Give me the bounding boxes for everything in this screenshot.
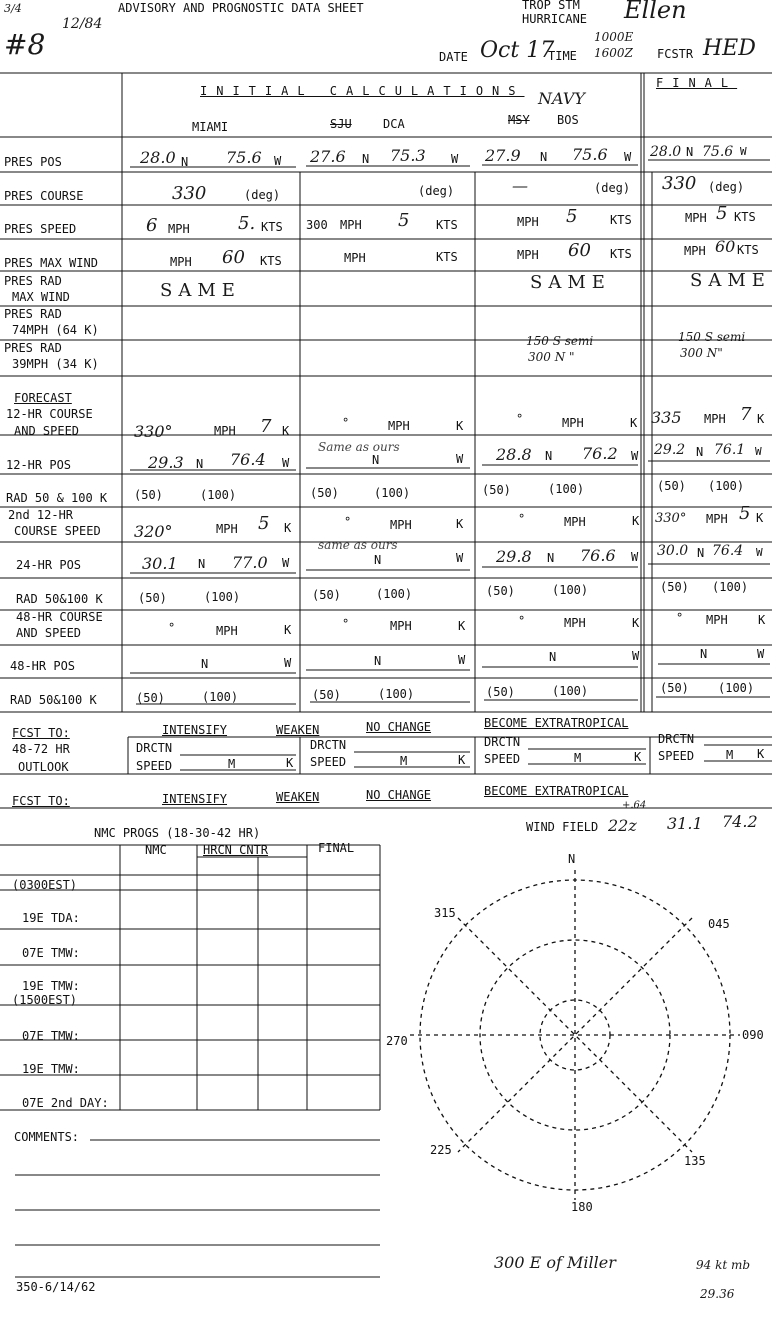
fc12-navy-mph: MPH [562, 416, 584, 430]
rad1-navy-100: (100) [548, 482, 585, 496]
extratropical-option-2[interactable]: BECOME EXTRATROPICAL [484, 784, 629, 798]
nmc-row-19e-tmw-2: 19E TMW: [22, 1062, 80, 1076]
rad-max-navy: SAME [530, 272, 611, 293]
rad2-navy-100: (100) [552, 583, 589, 597]
sju-struck: SJU [330, 117, 352, 131]
initial-calculations-heading: INITIAL CALCULATIONS [200, 84, 525, 98]
row-pres-speed: PRES SPEED [4, 222, 77, 236]
nmc-col-final: FINAL [318, 841, 355, 855]
miami-speed-kts: KTS [261, 220, 283, 234]
rad2-final-100: (100) [712, 580, 749, 594]
navy-speed-label: SPEED [484, 752, 521, 766]
pos48-navy-w: W [632, 649, 640, 663]
pos12-dca-w: W [456, 452, 464, 466]
wind-field-note-lon: 74.2 [722, 812, 758, 831]
final-wind-mph: MPH [684, 244, 706, 258]
miami-wind-mph: MPH [170, 255, 192, 269]
bearing-180: 180 [571, 1200, 593, 1214]
bearing-135: 135 [684, 1154, 706, 1168]
fc12-miami-speed: 7 [260, 416, 272, 437]
navy-course-deg: (deg) [594, 181, 631, 195]
row-pres-max-wind: PRES MAX WIND [4, 256, 98, 270]
advisory-number: #8 [4, 28, 46, 61]
final-speed-kts: KTS [734, 210, 756, 224]
rad2-dca-100: (100) [376, 587, 413, 601]
pos24-dca-n: N [374, 553, 382, 567]
weaken-option-1[interactable]: WEAKEN [276, 723, 320, 737]
fc12-final-course: 335 [651, 408, 682, 427]
rad-max-miami: SAME [160, 280, 241, 301]
dca-pos-lat: 27.6 [310, 147, 346, 166]
navy-speed-m: M [574, 751, 582, 765]
pos48-miami-w: W [284, 656, 292, 670]
final-pos-lat: 28.0 [650, 144, 682, 160]
final-course-deg: (deg) [708, 180, 745, 194]
pos12-navy-w: W [631, 449, 639, 463]
row-48hr-pos: 48-HR POS [10, 659, 76, 673]
fc12-dca-k: K [456, 419, 464, 433]
row-forecast-3: AND SPEED [14, 424, 80, 438]
row-forecast-2: 12-HR COURSE [6, 407, 93, 421]
pos12-navy-n: N [545, 449, 553, 463]
miami-speed-mph: MPH [168, 222, 190, 236]
nmc-row-19e-tda: 19E TDA: [22, 911, 80, 925]
extratropical-option-1[interactable]: BECOME EXTRATROPICAL [484, 716, 629, 730]
rad2-final-50: (50) [660, 580, 689, 594]
dca-wind-kts: KTS [436, 250, 458, 264]
miami-course: 330 [172, 183, 207, 204]
fc12-navy-deg: ° [516, 412, 524, 426]
pos24-dca-w: W [456, 551, 464, 565]
pos12-final-w: W [755, 445, 762, 458]
pos12-final-lon: 76.1 [714, 442, 746, 458]
sec-dca-deg: ° [344, 515, 352, 529]
dca-wind-mph: MPH [344, 251, 366, 265]
navy-wind-value: 60 [568, 240, 591, 261]
sec-final-speed: 5 [739, 503, 751, 524]
nmc-row-19e-tmw-1: 19E TMW: [22, 979, 80, 993]
pos24-miami-w: W [282, 556, 290, 570]
trop-stm-label: TROP STM [522, 0, 580, 12]
pos48-final-w: W [757, 647, 765, 661]
miami-pos-n: N [181, 155, 189, 169]
dca-speed-mph-value: 300 [306, 218, 328, 232]
c48-miami-k: K [284, 623, 292, 637]
time-value-z: 1600Z [594, 46, 633, 60]
no-change-option-2[interactable]: NO CHANGE [366, 788, 432, 802]
sec-final-course: 330° [655, 511, 687, 526]
c48-final-deg: ° [676, 611, 684, 625]
navy-speed-kts: KTS [610, 213, 632, 227]
date-label: DATE [439, 50, 468, 64]
sec-navy-k: K [632, 514, 640, 528]
rad39-navy-2: 300 N " [528, 350, 575, 364]
rad39-final-2: 300 N" [680, 346, 723, 360]
rad2-miami-100: (100) [204, 590, 241, 604]
storm-name: Ellen [624, 0, 687, 24]
row-pres-rad-max-2: MAX WIND [12, 290, 70, 304]
nmc-1500est: (1500EST) [12, 993, 78, 1007]
dca-column: DCA [383, 117, 405, 131]
navy-speed-mph: MPH [517, 215, 539, 229]
rad3-dca-50: (50) [312, 688, 341, 702]
final-pos-lon: 75.6 [702, 144, 734, 160]
row-24hr-pos: 24-HR POS [16, 558, 82, 572]
final-speed-kts-value: 5 [716, 203, 728, 224]
navy-course: — [512, 176, 528, 195]
fc12-dca-mph: MPH [388, 419, 410, 433]
miami-pos-w: W [274, 154, 282, 168]
pos24-navy-n: N [547, 551, 555, 565]
dca-pos-n: N [362, 152, 370, 166]
miami-column: MIAMI [192, 120, 229, 134]
pos24-navy-lat: 29.8 [496, 547, 532, 566]
wind-field-note-small: +.64 [622, 800, 647, 811]
dca-pos-w: W [451, 152, 459, 166]
row-rad-1: RAD 50 & 100 K [6, 491, 108, 505]
pos48-navy-n: N [549, 650, 557, 664]
row-48hr-course-1: 48-HR COURSE [16, 610, 103, 624]
nmc-row-07e-tmw-2: 07E TMW: [22, 1029, 80, 1043]
c48-dca-deg: ° [342, 617, 350, 631]
sec-final-k: K [756, 511, 764, 525]
sec-miami-mph: MPH [216, 522, 238, 536]
corner-mark-fraction: 3/4 [4, 2, 22, 15]
miami-speed-label: SPEED [136, 759, 173, 773]
row-pres-pos: PRES POS [4, 155, 62, 169]
pos12-navy-lon: 76.2 [582, 444, 618, 463]
rad2-navy-50: (50) [486, 584, 515, 598]
final-heading: FINAL [656, 76, 738, 90]
c48-dca-k: K [458, 619, 466, 633]
c48-final-mph: MPH [706, 613, 728, 627]
row-48hr-course-2: AND SPEED [16, 626, 82, 640]
row-pres-rad-39-2: 39MPH (34 K) [12, 357, 99, 371]
rad39-navy-1: 150 S semi [526, 334, 594, 348]
pos48-miami-n: N [201, 657, 209, 671]
navy-pos-lon: 75.6 [572, 145, 608, 164]
final-wind-value: 60 [715, 237, 736, 256]
rad3-navy-50: (50) [486, 685, 515, 699]
fc12-miami-mph: MPH [214, 424, 236, 438]
wind-field-note-lat: 31.1 [667, 814, 703, 833]
footer-note-distance: 300 E of Miller [494, 1253, 616, 1272]
fcst-to-label-1: FCST TO: [12, 726, 70, 740]
row-forecast-1: FORECAST [14, 391, 72, 405]
row-rad-3: RAD 50&100 K [10, 693, 97, 707]
row-pres-rad-74-2: 74MPH (64 K) [12, 323, 99, 337]
form-number: 350-6/14/62 [16, 1280, 96, 1294]
dca-speed-label: SPEED [310, 755, 347, 769]
sec-final-mph: MPH [706, 512, 728, 526]
navy-pos-lat: 27.9 [485, 146, 521, 165]
final-course: 330 [662, 173, 697, 194]
fc12-miami-course: 330° [134, 422, 173, 441]
weaken-option-2[interactable]: WEAKEN [276, 790, 320, 804]
miami-speed-kts-value: 5. [238, 213, 256, 234]
pos24-miami-n: N [198, 557, 206, 571]
bearing-225: 225 [430, 1143, 452, 1157]
bearing-n: N [568, 852, 576, 866]
pos12-miami-w: W [282, 456, 290, 470]
dca-speed-k-unit: K [458, 753, 466, 767]
sec-miami-speed: 5 [258, 513, 270, 534]
row-pres-rad-max-1: PRES RAD [4, 274, 62, 288]
c48-navy-k: K [632, 616, 640, 630]
bearing-315: 315 [434, 906, 456, 920]
bearing-090: 090 [742, 1028, 764, 1042]
pos24-final-lat: 30.0 [657, 543, 689, 559]
fcst-to-label-2: FCST TO: [12, 794, 70, 808]
nmc-0300est: (0300EST) [12, 878, 78, 892]
rad3-navy-100: (100) [552, 684, 589, 698]
sec-navy-deg: ° [518, 512, 526, 526]
corner-date: 12/84 [62, 16, 103, 32]
dca-speed-m: M [400, 754, 408, 768]
rad2-dca-50: (50) [312, 588, 341, 602]
fcstr-label: FCSTR [657, 47, 694, 61]
wind-field-label: WIND FIELD [526, 820, 599, 834]
c48-final-k: K [758, 613, 766, 627]
sec-dca-mph: MPH [390, 518, 412, 532]
pos24-navy-lon: 76.6 [580, 546, 616, 565]
rad1-navy-50: (50) [482, 483, 511, 497]
intensify-option-1[interactable]: INTENSIFY [162, 723, 228, 737]
nmc-col-hrcn-cntr: HRCN CNTR [203, 843, 269, 857]
c48-navy-deg: ° [518, 614, 526, 628]
rad3-dca-100: (100) [378, 687, 415, 701]
miami-wind-kts: KTS [260, 254, 282, 268]
navy-wind-kts: KTS [610, 247, 632, 261]
navy-label: NAVY [538, 89, 585, 108]
nmc-row-07e-tmw-1: 07E TMW: [22, 946, 80, 960]
fcstr-value: HED [703, 36, 756, 61]
rad1-miami-100: (100) [200, 488, 237, 502]
pos24-final-lon: 76.4 [712, 543, 744, 559]
rad2-miami-50: (50) [138, 591, 167, 605]
miami-speed-k-unit: K [286, 756, 294, 770]
final-speed-k-unit: K [757, 747, 765, 761]
rad1-final-50: (50) [657, 479, 686, 493]
pos12-dca-n: N [372, 453, 380, 467]
bos-column: BOS [557, 113, 579, 127]
final-speed-label: SPEED [658, 749, 695, 763]
sec-miami-k: K [284, 521, 292, 535]
miami-pos-lat: 28.0 [140, 148, 176, 167]
footer-note-pressure: 29.36 [700, 1287, 735, 1301]
miami-drctn-label: DRCTN [136, 741, 173, 755]
dca-speed-kts-value: 5 [398, 210, 410, 231]
final-wind-kts: KTS [737, 243, 759, 257]
nmc-row-07e-2nd-day: 07E 2nd DAY: [22, 1096, 109, 1110]
row-rad-2: RAD 50&100 K [16, 592, 103, 606]
miami-wind-value: 60 [222, 247, 245, 268]
wind-field-note-time: 22z [608, 816, 637, 835]
intensify-option-2[interactable]: INTENSIFY [162, 792, 228, 806]
nmc-progs-title: NMC PROGS (18-30-42 HR) [94, 826, 261, 840]
c48-navy-mph: MPH [564, 616, 586, 630]
rad3-miami-100: (100) [202, 690, 239, 704]
rad3-final-50: (50) [660, 681, 689, 695]
miami-pos-lon: 75.6 [226, 148, 262, 167]
final-pos-n: N [686, 145, 694, 159]
navy-pos-w: W [624, 150, 632, 164]
pos48-final-n: N [700, 647, 708, 661]
fc12-final-speed: 7 [740, 404, 752, 425]
miami-speed-m: M [228, 757, 236, 771]
bearing-045: 045 [708, 917, 730, 931]
c48-dca-mph: MPH [390, 619, 412, 633]
pos48-dca-n: N [374, 654, 382, 668]
dca-drctn-label: DRCTN [310, 738, 347, 752]
fc12-final-mph: MPH [704, 412, 726, 426]
row-pres-rad-74-1: PRES RAD [4, 307, 62, 321]
rad1-dca-50: (50) [310, 486, 339, 500]
outlook-label: OUTLOOK [18, 760, 69, 774]
c48-miami-mph: MPH [216, 624, 238, 638]
rad1-miami-50: (50) [134, 488, 163, 502]
bearing-270: 270 [386, 1034, 408, 1048]
row-pres-rad-39-1: PRES RAD [4, 341, 62, 355]
fc12-navy-k: K [630, 416, 638, 430]
sec-navy-mph: MPH [564, 515, 586, 529]
time-label: TIME [548, 49, 577, 63]
rad3-miami-50: (50) [136, 691, 165, 705]
sec-dca-k: K [456, 517, 464, 531]
dca-course-deg: (deg) [418, 184, 455, 198]
navy-pos-n: N [540, 150, 548, 164]
pos12-final-n: N [696, 445, 704, 459]
pos12-miami-lon: 76.4 [230, 450, 266, 469]
fc12-final-k: K [757, 412, 765, 426]
rad1-final-100: (100) [708, 479, 745, 493]
row-pres-course: PRES COURSE [4, 189, 84, 203]
pos24-miami-lat: 30.1 [142, 554, 178, 573]
row-2nd-12hr-1: 2nd 12-HR [8, 508, 74, 522]
pos48-dca-w: W [458, 653, 466, 667]
footer-note-wind: 94 kt mb [696, 1258, 751, 1272]
final-drctn-label: DRCTN [658, 732, 695, 746]
c48-miami-deg: ° [168, 621, 176, 635]
fc12-dca-deg: ° [342, 416, 350, 430]
hurricane-label: HURRICANE [522, 12, 588, 26]
pos24-final-n: N [697, 546, 705, 560]
dca-speed-mph: MPH [340, 218, 362, 232]
navy-drctn-label: DRCTN [484, 735, 521, 749]
pos12-navy-lat: 28.8 [496, 445, 532, 464]
navy-wind-mph: MPH [517, 248, 539, 262]
pos12-miami-lat: 29.3 [148, 453, 184, 472]
form-title: ADVISORY AND PROGNOSTIC DATA SHEET [118, 1, 364, 15]
navy-speed-kts-value: 5 [566, 206, 578, 227]
pos12-final-lat: 29.2 [654, 442, 686, 458]
nmc-col-nmc: NMC [145, 843, 167, 857]
rad1-dca-100: (100) [374, 486, 411, 500]
pos24-dca-note: same as ours [318, 538, 398, 552]
rad-max-final: SAME [690, 270, 771, 291]
time-value-local: 1000E [594, 30, 634, 44]
pos12-miami-n: N [196, 457, 204, 471]
date-value: Oct 17 [480, 38, 555, 63]
dca-speed-kts: KTS [436, 218, 458, 232]
dca-pos-lon: 75.3 [390, 146, 426, 165]
final-pos-w: W [740, 145, 747, 158]
final-speed-m: M [726, 748, 734, 762]
pos12-dca-note: Same as ours [318, 440, 400, 454]
final-speed-mph: MPH [685, 211, 707, 225]
msy-column: MSY [508, 113, 530, 127]
miami-speed-mph-value: 6 [146, 215, 158, 236]
row-2nd-12hr-2: COURSE SPEED [14, 524, 101, 538]
miami-course-deg: (deg) [244, 188, 281, 202]
no-change-option-1[interactable]: NO CHANGE [366, 720, 432, 734]
comments-label: COMMENTS: [14, 1130, 80, 1144]
pos24-final-w: W [756, 546, 763, 559]
navy-speed-k-unit: K [634, 750, 642, 764]
rad39-final-1: 150 S semi [678, 330, 746, 344]
sec-miami-course: 320° [134, 522, 173, 541]
rad3-final-100: (100) [718, 681, 755, 695]
pos24-miami-lon: 77.0 [232, 553, 268, 572]
pos24-navy-w: W [631, 550, 639, 564]
fc12-miami-k: K [282, 424, 290, 438]
outlook-48-72-label: 48-72 HR [12, 742, 70, 756]
row-12hr-pos: 12-HR POS [6, 458, 72, 472]
